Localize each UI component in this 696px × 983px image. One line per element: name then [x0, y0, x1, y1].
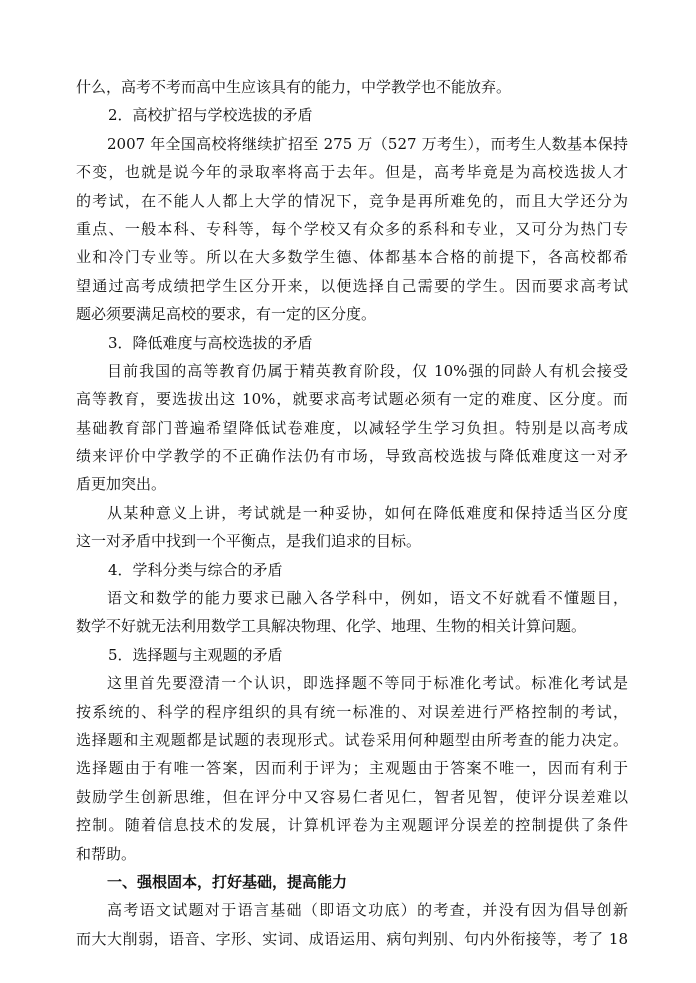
paragraph-line: 控制。随着信息技术的发展，计算机评卷为主观题评分误差的控制提供了条件 — [76, 816, 628, 835]
paragraph-line: 数学不好就无法利用数学工具解决物理、化学、地理、生物的相关计算问题。 — [76, 617, 587, 636]
paragraph-line: 语文和数学的能力要求已融入各学科中，例如，语文不好就看不懂题目， — [107, 589, 628, 608]
section-heading: 5．选择题与主观题的矛盾 — [108, 645, 283, 664]
paragraph-line: 业和冷门专业等。所以在大多数学生德、体都基本合格的前提下，各高校都希 — [76, 248, 628, 267]
section-heading: 3．降低难度与高校选拔的矛盾 — [108, 333, 313, 352]
paragraph-line: 选择题和主观题都是试题的表现形式。试卷采用何种题型由所考查的能力决定。 — [76, 730, 628, 749]
paragraph-line: 按系统的、科学的程序组织的具有统一标准的、对误差进行严格控制的考试， — [76, 702, 628, 721]
paragraph-line: 这一对矛盾中找到一个平衡点，是我们追求的目标。 — [76, 532, 422, 551]
paragraph-line: 鼓励学生创新思维，但在评分中又容易仁者见仁，智者见智，使评分误差难以 — [76, 787, 628, 806]
paragraph-line: 这里首先要澄清一个认识，即选择题不等同于标准化考试。标准化考试是 — [107, 674, 628, 693]
paragraph-line: 目前我国的高等教育仍属于精英教育阶段，仅 10%强的同龄人有机会接受 — [107, 361, 628, 380]
paragraph-line: 2007 年全国高校将继续扩招至 275 万（527 万考生），而考生人数基本保持 — [107, 134, 628, 153]
paragraph-line: 题必须要满足高校的要求，有一定的区分度。 — [76, 305, 377, 324]
paragraph-line: 盾更加突出。 — [76, 475, 167, 494]
paragraph-line: 选择题由于有唯一答案，因而利于评为；主观题由于答案不唯一，因而有利于 — [76, 759, 628, 778]
paragraph-line: 绩来评价中学教学的不正确作法仍有市场，导致高校选拔与降低难度这一对矛 — [76, 447, 628, 466]
paragraph-line: 而大大削弱，语音、字形、实词、成语运用、病句判别、句内外衔接等，考了 18 — [76, 929, 628, 948]
paragraph-line: 重点、一般本科、专科等，每个学校又有众多的系科和专业，又可分为热门专 — [76, 219, 628, 238]
section-heading: 2．高校扩招与学校选拔的矛盾 — [108, 106, 313, 125]
document-page — [76, 73, 628, 953]
text-line: 什么，高考不考而高中生应该具有的能力，中学教学也不能放弃。 — [76, 78, 512, 96]
chapter-heading: 一、强根固本，打好基础，提高能力 — [107, 872, 348, 891]
paragraph-line: 高等教育，要选拔出这 10%，就要求高考试题必须有一定的难度、区分度。而 — [76, 390, 628, 409]
section-heading: 4．学科分类与综合的矛盾 — [108, 560, 283, 579]
paragraph-line: 望通过高考成绩把学生区分开来，以便选择自己需要的学生。因而要求高考试 — [76, 276, 628, 295]
paragraph-line: 高考语文试题对于语言基础（即语文功底）的考查，并没有因为倡导创新 — [107, 901, 628, 920]
paragraph-line: 的考试，在不能人人都上大学的情况下，竞争是再所难免的，而且大学还分为 — [76, 191, 628, 210]
paragraph-line: 和帮助。 — [76, 844, 137, 863]
paragraph-line: 从某种意义上讲，考试就是一种妥协，如何在降低难度和保持适当区分度 — [107, 503, 628, 522]
paragraph-line: 基础教育部门普遍希望降低试卷难度，以减轻学生学习负担。特别是以高考成 — [76, 418, 628, 437]
paragraph-line: 不变，也就是说今年的录取率将高于去年。但是，高考毕竟是为高校选拔人才 — [76, 163, 628, 182]
